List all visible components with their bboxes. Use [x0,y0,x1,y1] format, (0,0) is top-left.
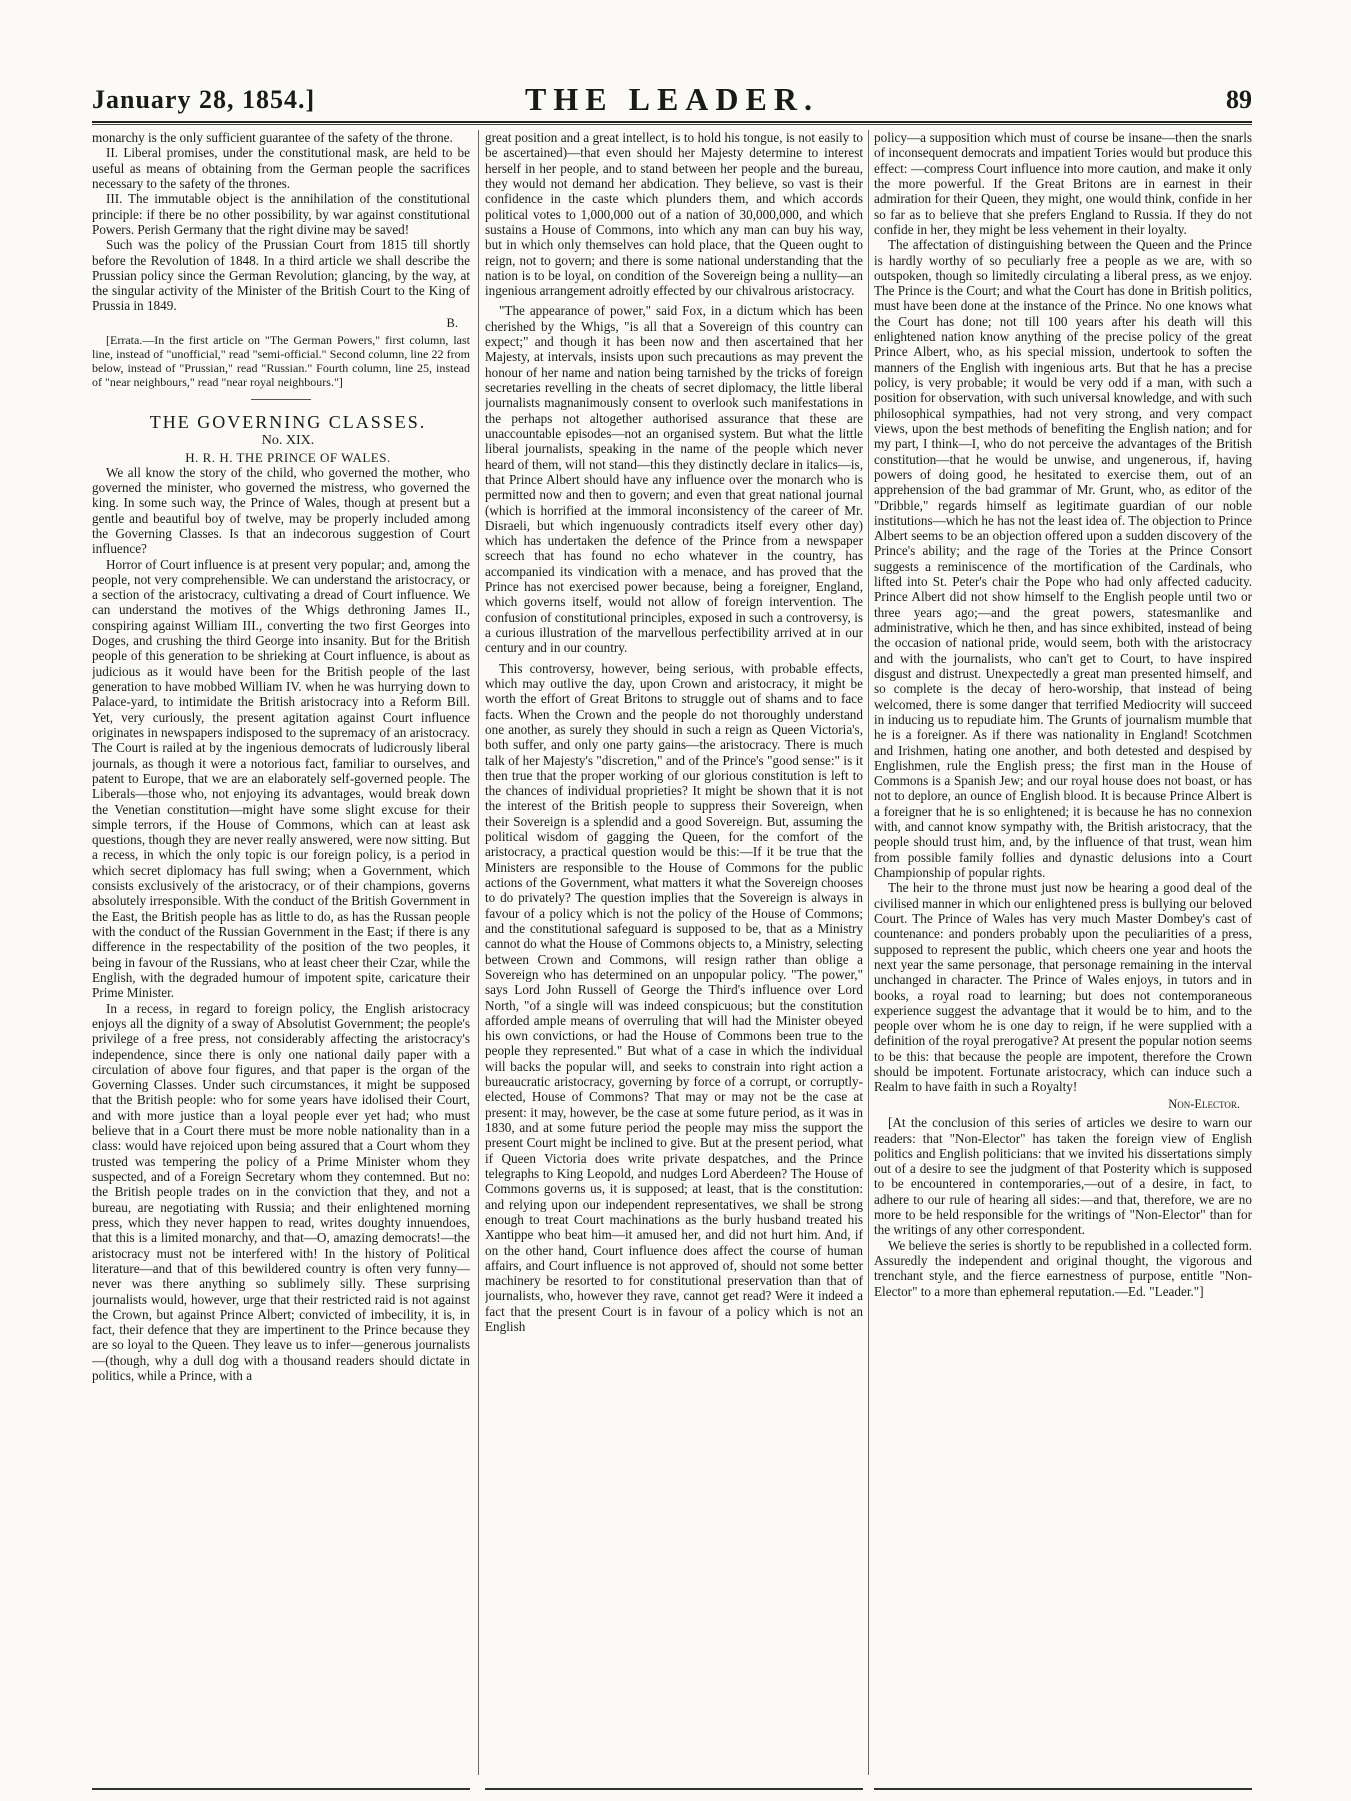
paragraph: policy—a supposition which must of course be insane—then the snarls of inconsequent democrats and impatient Tories would but produce this effect: —compress Court influence into more caution, and make it only the more powerful. If the Great Britons are in earnest in their admiration for their Queen, they might, one would think, confide in her so far as to believe that she prefers England to Russia. If they do not confide in her, they might be less vehement in their loyalty. [874,130,1252,237]
editor-note: We believe the series is shortly to be republished in a collected form. Assuredly the independent and original thought, the vigorous and trenchant style, and the fierce earnestness of purpose, entitle "Non-Elector" to a more than ephemeral reputation.—Ed. "Leader."] [874,1237,1252,1299]
article-heading: THE GOVERNING CLASSES. [149,412,427,433]
paragraph: monarchy is the only sufficient guarantee of the safety of the throne. [92,130,453,145]
paragraph: Such was the policy of the Prussian Court from 1815 till shortly before the Revolution of 1848. In a third article we shall describe the Prussian policy since the German Revolution; glancing, by the way, at the singular activity of the Minister of the British Court to the King of Prussia in 1849. [92,237,470,314]
editor-note: [At the conclusion of this series of articles we desire to warn our readers: that "Non-Elector" has taken the foreign view of English politics and English politicians: that we invited his dissertations simply out of a desire to see the judgment of that Posterity which is supposed to be encountered in contemporaries,—out of a desire, in fact, to adhere to our rule of hearing all sides:—and that, therefore, we are no more to be held responsible for the writings of "Non-Elector" than for the writings of any other correspondent. [874,1115,1252,1238]
column-2 [485,130,863,1775]
column-3 [874,130,1252,1775]
errata-note: [Errata.—In the first article on "The German Powers," first column, last line, instead of "unofficial," read "semi-official." Second column, line 22 from below, instead of "Prussian," read "Russian." Fourth column, line 25, instead of "near neighbours," read "near royal neighbours."] [92,333,470,389]
paragraph: III. The immutable object is the annihilation of the constitutional principle: if there be no other possibility, by war against constitutional Powers. Perish Germany that the right divine may be saved! [92,191,470,237]
page-number: 89 [1226,85,1252,114]
paragraph: II. Liberal promises, under the constitutional mask, are held to be useful as means of obtaining from the German people the sacrifices necessary to the safety of the thrones. [92,145,470,191]
newspaper-title: THE LEADER. [525,81,819,117]
paragraph: This controversy, however, being serious, with probable effects, which may outlive the day, upon Crown and aristocracy, it might be worth the effort of Great Britons to struggle out of shams and to face facts. When the Crown and the people do not thoroughly understand one another, as surely they should in such a reign as Queen Victoria's, both suffer, and only one party gains—the aristocracy. There is much talk of her Majesty's "discretion," and of the Prince's "good sense:" is it then true that the proper working of our glorious constitution is left to the chances of individual proprieties? It might be shown that it is not the interest of the British people to suppress their Sovereign, when their Sovereign is a splendid and a good Sovereign. But, assuming the political wisdom of gagging the Queen, for the comfort of the aristocracy, a practical question would be this:—If it be true that the Ministers are responsible to the House of Commons for the public actions of the Government, what matters it what the Sovereign chooses to do privately? The question implies that the Sovereign is always in favour of a policy which is not the policy of the House of Commons; and the constitutional safeguard is supposed to be, that as a Ministry cannot do what the House of Commons objects to, a Ministry, selecting between Crown and Commons, will resign rather than oblige a Sovereign who has determined on an unpopular policy. "The power," says Lord John Russell of George the Third's influence over Lord North, "of a single will was indeed conspicuous; but the constitution afforded ample means of overruling that will had the Minister obeyed his own convictions, or had the House of Commons been true to the people they represented." But what of a case in which the individual will backs the popular will, and seeks to constrain into right action a bureaucratic aristocracy, governing by force of a corrupt, or corruptly-elected, House of Commons? That may or may not be the case at present: it may, however, be the case at some future period, as it was in 1830, and at some future period the people may miss the support the present Court might be inclined to give. But at the present period, what if Queen Victoria does write private despatches, and the Prince telegraphs to King Leopold, and nudges Lord Aberdeen? The House of Commons governs us, it is supposed; at least, that is the constitution: and relying upon our independent representatives, we shall be strong enough to treat Court machinations as the burly husband treated his Xantippe who beat him—it amused her, and did not hurt him. And, if on the other hand, Court influence does affect the course of human affairs, and Court influence is not approved of, should not some better machinery be resorted to for constitutional preservation than that of journalists, who, however they rave, cannot get read? Were it indeed a fact that the present Court is in favour of a policy which is not an English [485,660,863,1335]
author-signature: B. [446,315,458,330]
paragraph: In a recess, in regard to foreign policy, the English aristocracy enjoys all the dignity of a sway of Absolutist Government; the people's privilege of a free press, not considerably affecting the aristocracy's independence, since there is only one national daily paper with a circulation of above four figures, and that paper is the organ of the Governing Classes. Under such circumstances, it might be supposed that the British people: who for some years have idolised their Court, and with more justice than a loyal people ever yet had; who must believe that in a Court there must be more noble nationality than in a class: would have rejoiced upon being assured that a Court whom they trusted was tempering the policy of a Prime Minister whom they suspected, and of a Foreign Secretary whom they contemned. But no: the British people trades on in the conviction that they, and not a bureau, are negotiating with Russia; and their enlightened morning press, which they never happen to read, writes doughty innuendoes, that this is a limited monarchy, and that—O, amazing democrats!—the aristocracy must not be interfered with! In the history of Political literature—and that of this bewildered country is often very funny—never was there anything so sublimely silly. These surprising journalists would, however, urge that their restricted raid is not against the Crown, but against Prince Albert; convicted of imbecility, it is, in fact, their defence that they are impertinent to the Prince because they are so loyal to the Queen. They leave us to infer—generous journalists—(though, why a dull dog with a thousand readers should dictate in politics, while a Prince, with a [92,1000,470,1384]
paragraph: We all know the story of the child, who governed the mother, who governed the minister, who governed the mistress, who governed the king. In some such way, the Prince of Wales, though at present but a gentle and beautiful boy of twelve, may be properly included among the Governing Classes. Is that an indecorous suggestion of Court influence? [92,464,470,557]
masthead-rule [92,124,1252,125]
author-signature: Non-Elector. [1168,1096,1240,1111]
paragraph: great position and a great intellect, is to hold his tongue, is not easily to be ascertained)—that even should her Majesty determine to interest herself in her people, and to stand between her people and the bureau, they would not demand her abdication. They believe, so vast is their confidence in the caste which plunders them, and which accords political votes to 1,000,000 out of a nation of 30,000,000, and which sustains a House of Commons, into which any man can buy his way, but in which only themselves can hold place, that the Queen ought to reign, not to govern; and there is some national understanding that the nation is to be loyal, on condition of the Sovereign being a nullity—an ingenious arrangement adroitly effected by our chivalrous aristocracy. [485,130,863,299]
footer-rule [874,1788,1252,1790]
column-1 [92,130,470,1775]
column-divider [868,130,869,1775]
article-subheading: H. R. H. THE PRINCE OF WALES. [185,449,391,465]
footer-rule [485,1788,863,1790]
article-number: No. XIX. [261,433,315,449]
issue-date: January 28, 1854.] [92,85,316,114]
paragraph: Horror of Court influence is at present very popular; and, among the people, not very comprehensible. We can understand the aristocracy, or a section of the aristocracy, cultivating a dread of Court influence. We can understand the motives of the Whigs dethroning James II., conspiring against William III., converting the two first Georges into Doges, and crushing the third George into insanity. But for the British people of this generation to be shrieking at Court influence, is about as judicious as it would have been for the British people of the last generation to have mobbed William IV. when he was hurrying down to Palace-yard, to intimidate the British aristocracy into a Reform Bill. Yet, very curiously, the present agitation against Court influence originates in newspapers indisposed to the supremacy of an aristocracy. The Court is railed at by the ingenious democrats of ludicrously liberal journals, as though it were a notorious fact, familiar to ourselves, and patent to Europe, that we are an elaborately self-governed people. The Liberals—those who, not enjoying its advantages, would break down the Venetian constitution—might have some slight excuse for their simple terrors, if the House of Commons, which can at least ask questions, though they are never really answered, were now sitting. But a recess, in which the only topic is our foreign policy, is a period in which secret diplomacy has full swing; when a Government, which consists exclusively of the aristocracy, or of their champions, governs absolutely irresponsible. With the conduct of the British Government in the East, the British people has as little to do, as has the Russan people with the conduct of the Russian Government in the East; if there is any difference in the respectability of the position of the two peoples, it being in favour of the Russians, who at least cheer their Czar, while the English, with the degraded humour of impotent spite, caricature their Prime Minister. [92,556,470,1001]
paragraph: The heir to the throne must just now be hearing a good deal of the civilised manner in which our enlightened press is bullying our beloved Court. The Prince of Wales has very much Master Dombey's cast of countenance: and ponders probably upon the peculiarities of a press, supposed to represent the public, which cheers one year and hoots the next year the same personage, that personage remaining in the interval unchanged in character. The Prince of Wales enjoys, in tutors and in books, a royal road to learning; but does not contemporaneous experience suggest the advantage that it would be to him, and to the people over whom he is one day to reign, if he were supplied with a definition of the royal prerogative? At present the popular notion seems to be this: that because the people are impotent, therefore the Crown should be impotent. Fortunate aristocracy, which can induce such a Realm to have faith in such a Royalty! [874,880,1252,1095]
paragraph: "The appearance of power," said Fox, in a dictum which has been cherished by the Whigs, "is all that a Sovereign of this country can expect;" and though it has been now and then ascertained that her Majesty, at intervals, insists upon such precautions as may prevent the honour of her name and nation being tarnished by the tricks of foreign secretaries revelling in the cheats of secret diplomacy, the little liberal journalists magnanimously consent to overlook such manifestations in the perhaps not altogether authorised assurance that these are unaccountable episodes—not an organised system. But what the little liberal journalists, speaking in the name of the people which never heard of them, will not stand—this they distinctly declare in italics—is, that Prince Albert should have any influence over the monarch who is permitted now and then to govern; and even that great national journal (which is horrified at the immoral inconsistency of the career of Mr. Disraeli, but which ingenuously contradicts itself every other day) which has undertaken the defence of the Prince from a newspaper screech that has found no echo whatever in the country, has accompanied its vindication with a menace, and has proved that the Prince has not exercised power because, being a foreigner, England, which governs itself, would not allow of foreign intervention. The confusion of constitutional principles, exposed in such a controversy, is a curious illustration of the marvellous perfectibility arrived at in our century and in our country. [485,303,863,656]
masthead [92,75,1252,123]
section-divider [251,399,311,400]
footer-rule [92,1788,470,1790]
paragraph: The affectation of distinguishing between the Queen and the Prince is hardly worthy of so peculiarly free a people as we are, with so outspoken, though so limitedly circulating a liberal press, as we enjoy. The Prince is the Court; and what the Court has done in British politics, must have been done at the instance of the Prince. No one knows what the Court has done; not till 100 years after his death will this enlightened nation know anything of the precise policy of the great Prince Albert, who, as his special mission, undertook to soften the manners of the English with ingenious arts. But that he has a precise policy, is very probable; it would be very odd if a man, with such a position for observation, with such universal knowledge, and with such philosophical sympathies, had not very strong, and very compact views, upon the best methods of benefiting the English nation; and for my part, I think—I, who do not perceive the advantages of the British constitution—that he would be unwise, and ungenerous, if, having powers of doing good, he hesitated to exercise them, out of an apprehension of the bad grammar of Mr. Grunt, who, as editor of the "Dribble," regards himself as legitimate guardian of our noble institutions—which he has not the least idea of. The objection to Prince Albert seems to be an objection offered upon a sudden discovery of the Prince's ability; and the rage of the Tories at the Prince Consort suggests a reminiscence of the mortification of the Cardinals, who lifted into St. Peter's chair the Pope who had only affected caducity. Prince Albert did not show himself to the English people until two or three years ago;—and the great powers, statesmanlike and administrative, which he then, and has since exhibited, instead of being the occasion of national pride, would seem, both with the aristocracy and with the journalists, who can't get to Court, to have inspired disgust and distrust. Unexpectedly a great man presented himself, and so complete is the decay of hero-worship, that instead of being welcomed, there is some danger that terrified Mediocrity will succeed in inducing us to repudiate him. The Grunts of journalism mumble that he is a foreigner. As if there was nationality in England! Scotchmen and Irishmen, hating one another, and both detested and despised by Englishmen, rule the English press; the first man in the House of Commons is a Spanish Jew; and our royal house does not boast, or has not to deplore, an ounce of English blood. It is because Prince Albert is a foreigner that he is so enlightened; it is because he has no connexion with, and cannot know sympathy with, the British aristocracy, that the people should trust him, and, by the influence of that trust, wean him from possible family follies and dynastic delusions into a Court Championship of popular rights. [874,237,1252,880]
column-divider [478,130,479,1775]
